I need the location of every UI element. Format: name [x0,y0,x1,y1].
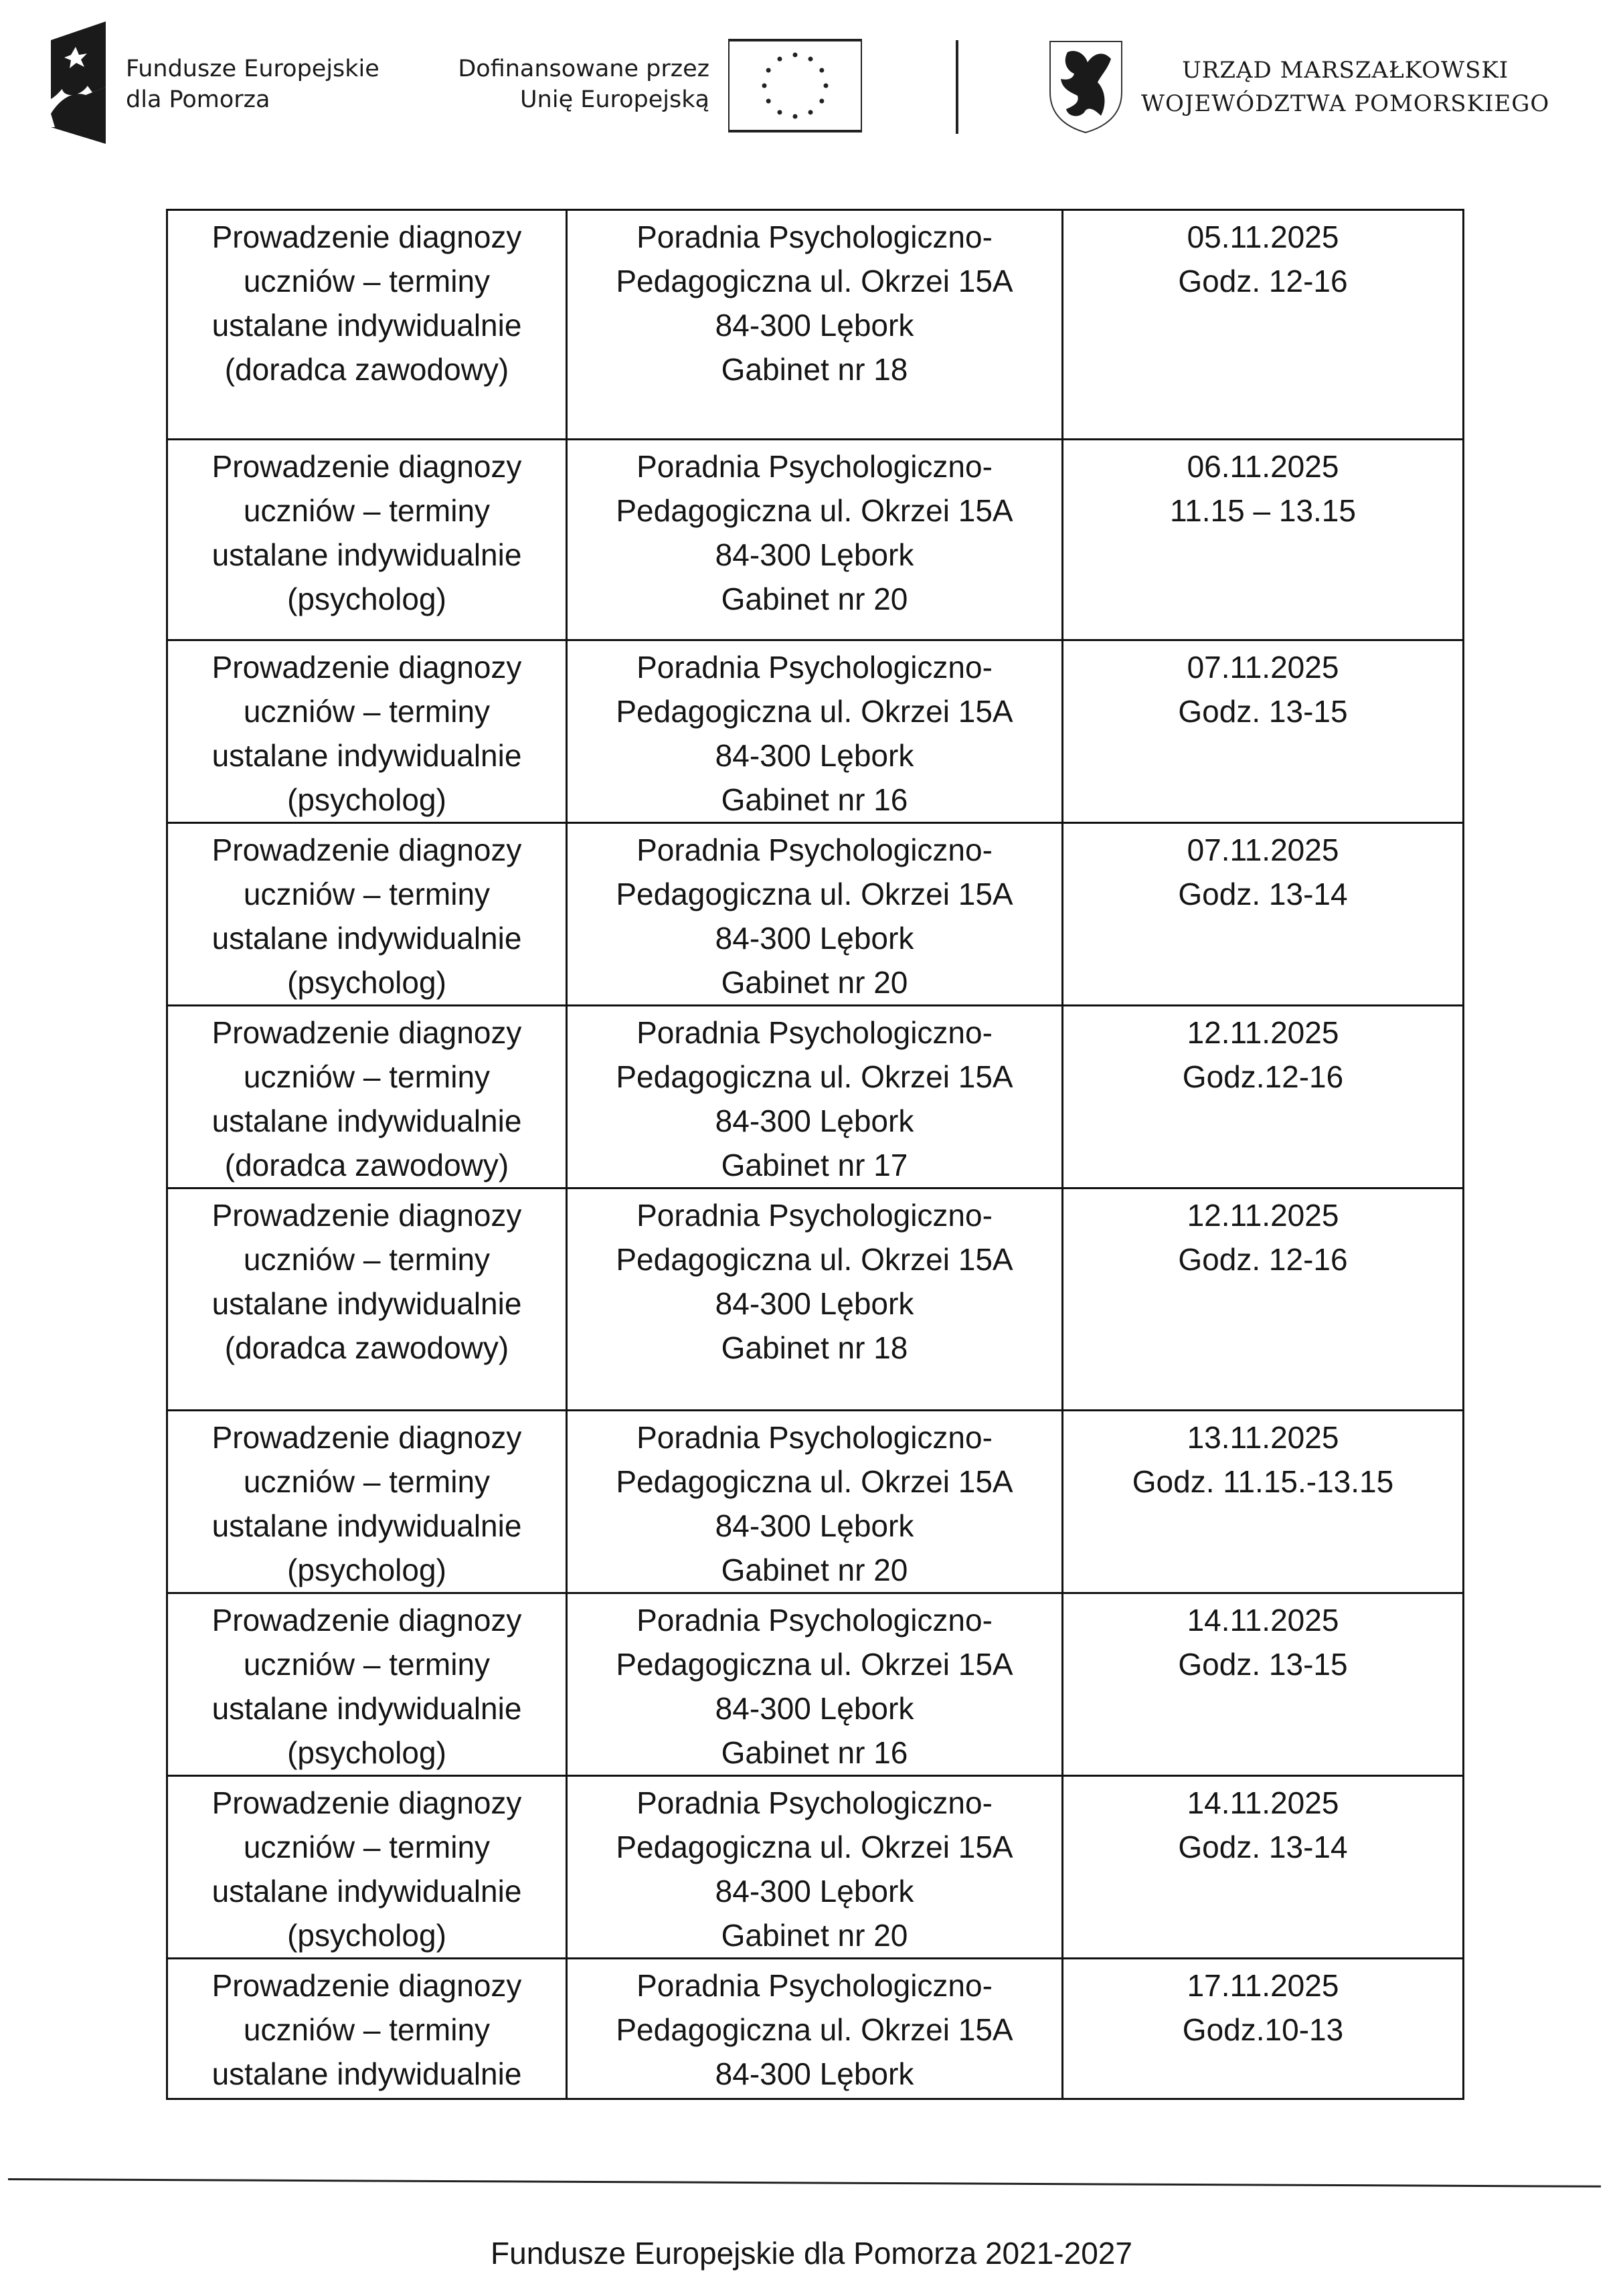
activity-cell-line: ustalane indywidualnie [211,537,522,572]
location-cell [567,210,1063,440]
location-cell-line: Poradnia Psychologiczno- [636,219,993,254]
activity-cell [167,1188,567,1411]
urzad-marszalkowski-label [1141,54,1549,120]
location-cell-line: 84-300 Lębork [715,537,914,572]
table-row [167,823,1464,1006]
location-cell [567,440,1063,640]
fundusze-europejskie-logo-icon [46,20,111,144]
date-value: 13.11.2025 [1187,1420,1339,1455]
activity-cell [167,210,567,440]
page-header [0,0,1623,174]
activity-cell-line: Prowadzenie diagnozy [211,219,522,254]
table-row [167,1411,1464,1593]
time-value: 11.15 – 13.15 [1170,493,1356,528]
date-value: 06.11.2025 [1187,449,1339,484]
location-cell-line: 84-300 Lębork [715,1874,914,1909]
location-cell [567,1776,1063,1959]
location-cell [567,823,1063,1006]
eu-star-icon [819,99,824,104]
activity-cell-line: uczniów – terminy [243,1059,491,1094]
location-cell-line: Poradnia Psychologiczno- [636,1420,993,1455]
header-divider [956,40,958,134]
activity-cell-line: (psycholog) [287,965,446,1000]
location-cell-line: Gabinet nr 16 [721,1735,908,1770]
activity-cell-line: uczniów – terminy [243,1830,491,1864]
location-cell-line: Pedagogiczna ul. Okrzei 15A [616,1059,1013,1094]
eu-line-2: Unię Europejską [520,86,709,113]
location-cell-line: 84-300 Lębork [715,738,914,773]
activity-cell-line: ustalane indywidualnie [211,2056,522,2091]
activity-cell-line: uczniów – terminy [243,1464,491,1499]
activity-cell-line: ustalane indywidualnie [211,1508,522,1543]
date-cell [1063,640,1464,823]
fe-line-2: dla Pomorza [126,86,270,113]
date-value: 07.11.2025 [1187,650,1339,685]
activity-cell-line: ustalane indywidualnie [211,738,522,773]
date-value: 12.11.2025 [1187,1015,1339,1050]
location-cell [567,1593,1063,1776]
location-cell-line: 84-300 Lębork [715,1691,914,1726]
eu-star-icon [824,84,829,88]
activity-cell [167,1959,567,2099]
location-cell-line: 84-300 Lębork [715,1508,914,1543]
activity-cell-line: ustalane indywidualnie [211,308,522,343]
location-cell [567,1006,1063,1188]
date-cell [1063,823,1464,1006]
eu-star-icon [808,110,813,114]
location-cell-line: Poradnia Psychologiczno- [636,650,993,685]
activity-cell-line: uczniów – terminy [243,2012,491,2047]
date-cell [1063,1959,1464,2099]
location-cell-line: Pedagogiczna ul. Okrzei 15A [616,493,1013,528]
location-cell-line: Poradnia Psychologiczno- [636,1785,993,1820]
schedule-table [166,209,1464,2100]
date-cell [1063,1593,1464,1776]
table-row [167,1776,1464,1959]
activity-cell-line: uczniów – terminy [243,1242,491,1277]
date-value: 17.11.2025 [1187,1968,1339,2003]
location-cell [567,640,1063,823]
activity-cell [167,1411,567,1593]
location-cell-line: Poradnia Psychologiczno- [636,1015,993,1050]
location-cell-line: Gabinet nr 20 [721,582,908,616]
footer-text: Fundusze Europejskie dla Pomorza 2021-2027 [491,2236,1132,2271]
location-cell-line: Pedagogiczna ul. Okrzei 15A [616,1242,1013,1277]
activity-cell-line: Prowadzenie diagnozy [211,1785,522,1820]
location-cell-line: Poradnia Psychologiczno- [636,1968,993,2003]
location-cell-line: Poradnia Psychologiczno- [636,1603,993,1638]
date-value: 12.11.2025 [1187,1198,1339,1233]
activity-cell [167,640,567,823]
time-value: Godz. 13-15 [1178,1647,1348,1682]
location-cell-line: Gabinet nr 17 [721,1148,908,1182]
activity-cell-line: (psycholog) [287,1553,446,1587]
location-cell-line: Gabinet nr 18 [721,1330,908,1365]
footer-divider [8,2178,1601,2188]
eu-star-icon [766,99,771,104]
activity-cell-line: Prowadzenie diagnozy [211,650,522,685]
eu-star-icon [793,114,798,119]
activity-cell-line: uczniów – terminy [243,493,491,528]
location-cell-line: 84-300 Lębork [715,1286,914,1321]
table-row [167,640,1464,823]
table-row [167,1006,1464,1188]
griffin-crest-icon [1047,39,1124,134]
activity-cell-line: ustalane indywidualnie [211,1691,522,1726]
activity-cell [167,1593,567,1776]
date-value: 05.11.2025 [1187,219,1339,254]
activity-cell [167,440,567,640]
date-cell [1063,1006,1464,1188]
eu-star-icon [808,57,813,62]
location-cell-line: Pedagogiczna ul. Okrzei 15A [616,1647,1013,1682]
activity-cell [167,1006,567,1188]
activity-cell-line: ustalane indywidualnie [211,921,522,956]
table-row [167,440,1464,640]
location-cell-line: 84-300 Lębork [715,308,914,343]
activity-cell-line: Prowadzenie diagnozy [211,1198,522,1233]
eu-star-icon [793,53,798,58]
time-value: Godz. 13-14 [1178,877,1348,911]
location-cell [567,1411,1063,1593]
activity-cell-line: Prowadzenie diagnozy [211,832,522,867]
activity-cell-line: Prowadzenie diagnozy [211,1968,522,2003]
location-cell-line: Pedagogiczna ul. Okrzei 15A [616,1830,1013,1864]
location-cell-line: Gabinet nr 18 [721,352,908,387]
activity-cell [167,823,567,1006]
activity-cell-line: (psycholog) [287,782,446,817]
date-value: 07.11.2025 [1187,832,1339,867]
location-cell-line: Pedagogiczna ul. Okrzei 15A [616,264,1013,298]
table-row [167,1188,1464,1411]
date-value: 14.11.2025 [1187,1603,1339,1638]
location-cell-line: Pedagogiczna ul. Okrzei 15A [616,877,1013,911]
eu-line-1: Dofinansowane przez [458,56,709,82]
eu-star-icon [819,68,824,73]
eu-flag-icon [728,39,862,133]
date-cell [1063,210,1464,440]
eu-cofinancing-label [428,54,709,115]
eu-stars-icon [730,41,861,130]
activity-cell-line: (doradca zawodowy) [224,352,509,387]
location-cell-line: Gabinet nr 20 [721,965,908,1000]
activity-cell [167,1776,567,1959]
location-cell [567,1959,1063,2099]
time-value: Godz. 11.15.-13.15 [1132,1464,1394,1499]
activity-cell-line: (doradca zawodowy) [224,1148,509,1182]
fe-line-1: Fundusze Europejskie [126,56,379,82]
activity-cell-line: (doradca zawodowy) [224,1330,509,1365]
eu-star-icon [766,68,771,73]
date-cell [1063,1776,1464,1959]
activity-cell-line: Prowadzenie diagnozy [211,1015,522,1050]
location-cell-line: Poradnia Psychologiczno- [636,832,993,867]
activity-cell-line: uczniów – terminy [243,694,491,729]
activity-cell-line: Prowadzenie diagnozy [211,1603,522,1638]
eu-star-icon [778,110,782,114]
date-cell [1063,440,1464,640]
location-cell-line: 84-300 Lębork [715,921,914,956]
table-row [167,210,1464,440]
table-row [167,1593,1464,1776]
activity-cell-line: uczniów – terminy [243,1647,491,1682]
time-value: Godz. 12-16 [1178,264,1348,298]
location-cell [567,1188,1063,1411]
um-line-1: URZĄD MARSZAŁKOWSKI [1182,57,1509,84]
location-cell-line: 84-300 Lębork [715,2056,914,2091]
time-value: Godz. 13-15 [1178,694,1348,729]
location-cell-line: Poradnia Psychologiczno- [636,1198,993,1233]
activity-cell-line: Prowadzenie diagnozy [211,449,522,484]
activity-cell-line: ustalane indywidualnie [211,1103,522,1138]
location-cell-line: 84-300 Lębork [715,1103,914,1138]
location-cell-line: Pedagogiczna ul. Okrzei 15A [616,2012,1013,2047]
location-cell-line: Poradnia Psychologiczno- [636,449,993,484]
time-value: Godz.10-13 [1182,2012,1344,2047]
activity-cell-line: uczniów – terminy [243,877,491,911]
activity-cell-line: ustalane indywidualnie [211,1874,522,1909]
activity-cell-line: (psycholog) [287,1918,446,1953]
activity-cell-line: uczniów – terminy [243,264,491,298]
table-row [167,1959,1464,2099]
activity-cell-line: (psycholog) [287,582,446,616]
activity-cell-line: ustalane indywidualnie [211,1286,522,1321]
location-cell-line: Pedagogiczna ul. Okrzei 15A [616,1464,1013,1499]
date-cell [1063,1411,1464,1593]
time-value: Godz. 13-14 [1178,1830,1348,1864]
date-value: 14.11.2025 [1187,1785,1339,1820]
time-value: Godz. 12-16 [1178,1242,1348,1277]
eu-star-icon [762,84,767,88]
location-cell-line: Pedagogiczna ul. Okrzei 15A [616,694,1013,729]
activity-cell-line: (psycholog) [287,1735,446,1770]
eu-star-icon [778,57,782,62]
location-cell-line: Gabinet nr 20 [721,1918,908,1953]
um-line-2: WOJEWÓDZTWA POMORSKIEGO [1141,90,1550,117]
activity-cell-line: Prowadzenie diagnozy [211,1420,522,1455]
fundusze-europejskie-label [126,54,379,115]
date-cell [1063,1188,1464,1411]
location-cell-line: Gabinet nr 20 [721,1553,908,1587]
location-cell-line: Gabinet nr 16 [721,782,908,817]
time-value: Godz.12-16 [1182,1059,1344,1094]
